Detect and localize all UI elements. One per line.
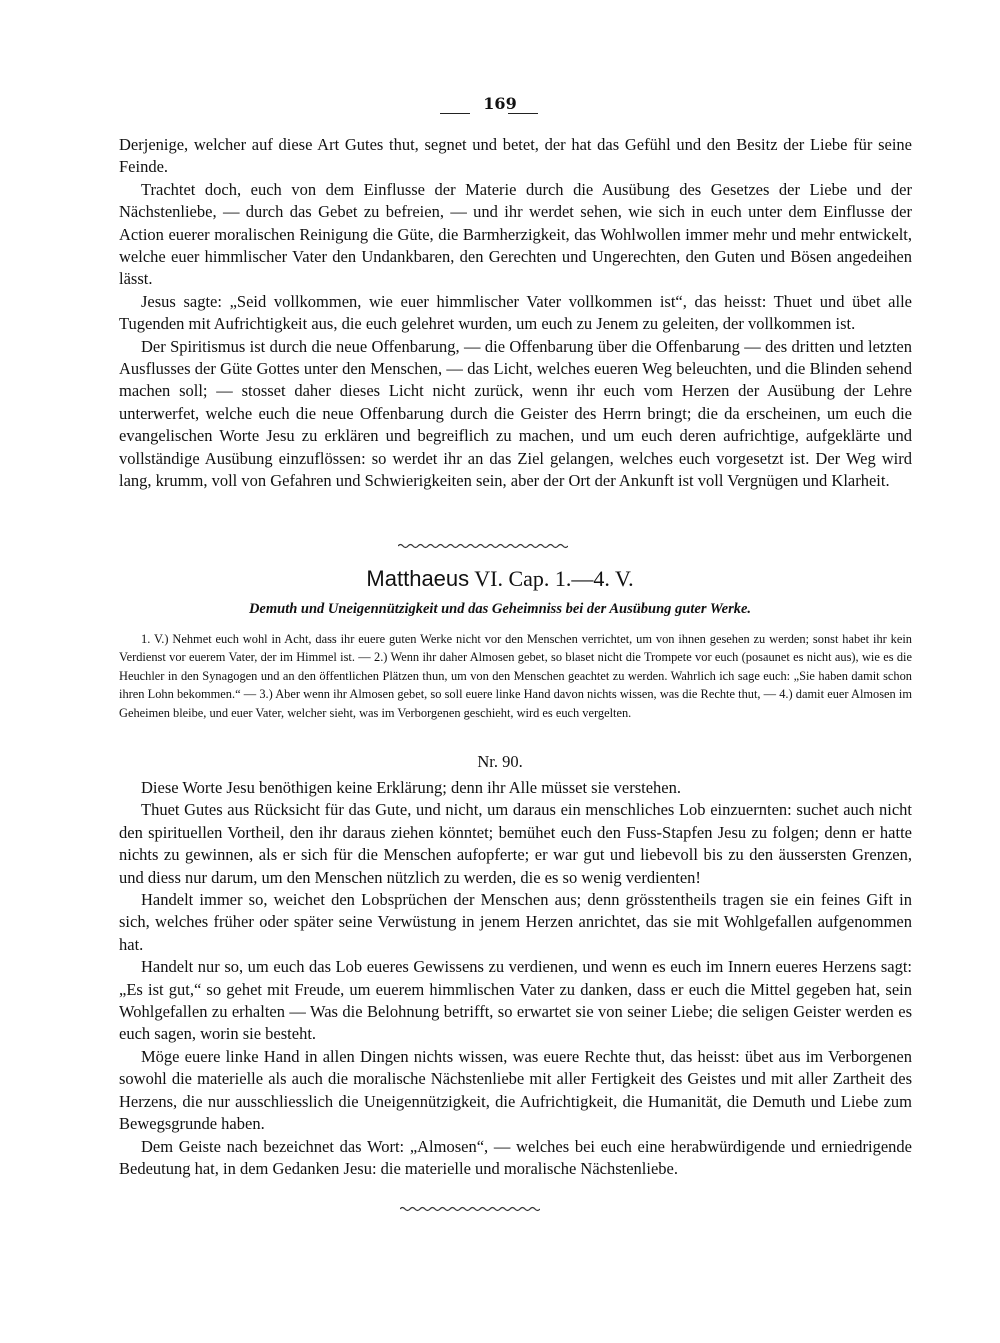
paragraph: Diese Worte Jesu benöthigen keine Erklärung; denn ihr Alle müsset sie verstehen. xyxy=(141,778,681,797)
paragraph: Möge euere linke Hand in allen Dingen nichts wissen, was euere Rechte thut, das heisst: übet aus im Verborgenen sowohl die materielle als auch die moralische Nächstenliebe mit aller Fertigkeit des Geistes und mit aller Zartheit des Herzens, die nur ausschliesslich die Uneigennützigkeit, die Aufrichtigkeit, die Humanität, die Demuth und Liebe zum Bewegsgrunde haben. xyxy=(119,1046,912,1134)
paragraph: Der Spiritismus ist durch die neue Offenbarung, — die Offenbarung über die Offenbarung — des dritten und letzten Ausflusses der Güte Gottes unter den Menschen, — das Licht, welches eueren Weg beleuchten, und die Blinden sehend machen soll; — stosset daher dieses Licht nicht zurück, wenn ihr euch vom Herzen der Ausübung der Lehre unterwerfet, welche euch die neue Offenbarung durch die Geister des Herrn bringt; die da erscheinen, um euch die evangelischen Worte Jesu zu erklären und begreiflich zu machen, und um euch deren aufrichtige, aufgeklärte und vollständige Ausübung einzuflössen: so werdet ihr an das Ziel gelangen, welches euch vorgesetzt ist. Der Weg wird lang, krumm, voll von Gefahren und Schwierigkeiten sein, aber der Ort der Ankunft ist voll Vergnügen und Klarheit. xyxy=(119,336,912,491)
text-block-top xyxy=(119,134,912,493)
section-heading xyxy=(0,566,1000,592)
section-divider-ornament xyxy=(398,543,568,549)
paragraph: Dem Geiste nach bezeichnet das Wort: „Almosen“, — welches bei euch eine herabwürdigende und erniedrigende Bedeutung hat, in dem Gedanken Jesu: die materielle und moralische Nächstenliebe. xyxy=(119,1136,912,1178)
page-number-rule-left xyxy=(440,113,470,114)
paragraph: Derjenige, welcher auf diese Art Gutes thut, segnet und betet, der hat das Gefühl und den Besitz der Liebe für seine Feinde. xyxy=(119,135,912,177)
paragraph-text: Trachtet doch, euch von dem Einflusse der Materie durch die Ausübung des Gesetzes der Liebe und der Nächstenliebe, — durch das Gebet zu befreien, — und ihr werdet sehen, wie sich in euch unter dem Einflusse der Action euerer moralischen Reinigung die Güte, die Barmherzigkeit, das Wohlwollen immer mehr und mehr entwickelt, welche euer himmlischer Vater den Undankbaren, den Gerechten und Ungerechten, den Guten und Bösen angedeihen lässt. xyxy=(119,179,912,289)
paragraph-indented xyxy=(119,179,912,291)
paragraph: Handelt immer so, weichet den Lobsprüchen der Menschen aus; denn grösstentheils tragen sie ein feines Gift in sich, welches früher oder später seine Verwüstung in jenem Herzen anrichtet, das sie mit Wohlgefallen aufgenommen hat. xyxy=(119,890,912,954)
section-heading-chapter: VI. Cap. 1.—4. V. xyxy=(469,566,634,591)
page-number-rule-right xyxy=(508,113,538,114)
paragraph: Handelt nur so, um euch das Lob eueres Gewissens zu verdienen, und wenn es euch im Innern eueres Herzens sagt: „Es ist gut,“ so gehet mit Freude, um euerem himmlischen Vater zu danken, dass er euch die Mittel gegeben hat, sein Wohlgefallen zu erhalten — Was die Belohnung betrifft, so erwartet sie von seiner Liebe; die seligen Geister werden es euch sagen, worin sie besteht. xyxy=(119,957,912,1044)
section-subtitle: Demuth und Uneigennützigkeit und das Geheimniss bei der Ausübung guter Werke. xyxy=(248,601,752,617)
section-heading-name: Matthaeus xyxy=(366,566,470,591)
scripture-verse-block xyxy=(119,630,912,722)
text-block-bottom xyxy=(119,777,912,1180)
page-number: 169 xyxy=(483,94,517,113)
scripture-verse-text: 1. V.) Nehmet euch wohl in Acht, dass ihr euere guten Werke nicht vor den Menschen verrichtet, um von ihnen gesehen zu werden; sonst habet ihr kein Verdienst vor euerem Vater, der im Himmel ist. — 2.) Wenn ihr daher Almosen gebet, so blaset nicht die Trompete vor euch (posaunet es nicht aus), wie es die Heuchler in den Synagogen und an den öffentlichen Plätzen thun, um von den Menschen geachtet zu werden. Wahrlich ich sage euch: „Sie haben damit schon ihren Lohn bekommen.“ — 3.) Aber wenn ihr Almosen gebet, so soll euere linke Hand davon nichts wissen, was die Rechte thut, — 4.) damit euer Almosen im Geheimen bleibe, und euer Vater, welcher sieht, was im Verborgenen geschieht, wird es euch vergelten. xyxy=(119,632,912,720)
paragraph: Jesus sagte: „Seid vollkommen, wie euer himmlischer Vater vollkommen ist“, das heisst: Thuet und übet alle Tugenden mit Aufrichtigkeit aus, die euch gelehret wurden, um euch zu Jenem zu geleiten, der vollkommen ist. xyxy=(119,291,912,334)
paragraph: Thuet Gutes aus Rücksicht für das Gute, und nicht, um daraus ein menschliches Lob einzuernten: suchet auch nicht den spirituellen Vortheil, den ihr daraus ziehen könntet; bemühet euch den Fuss-Stapfen Jesu zu folgen; denn er hatte nichts zu gewinnen, als er sich für die Menschen aufopferte; er war gut und liebevoll bis zu den äussersten Grenzen, und diess nur darum, um den Menschen nützlich zu werden, die es so wenig verdienten! xyxy=(119,800,912,887)
end-divider-ornament xyxy=(400,1206,540,1212)
message-number: Nr. 90. xyxy=(477,752,523,771)
